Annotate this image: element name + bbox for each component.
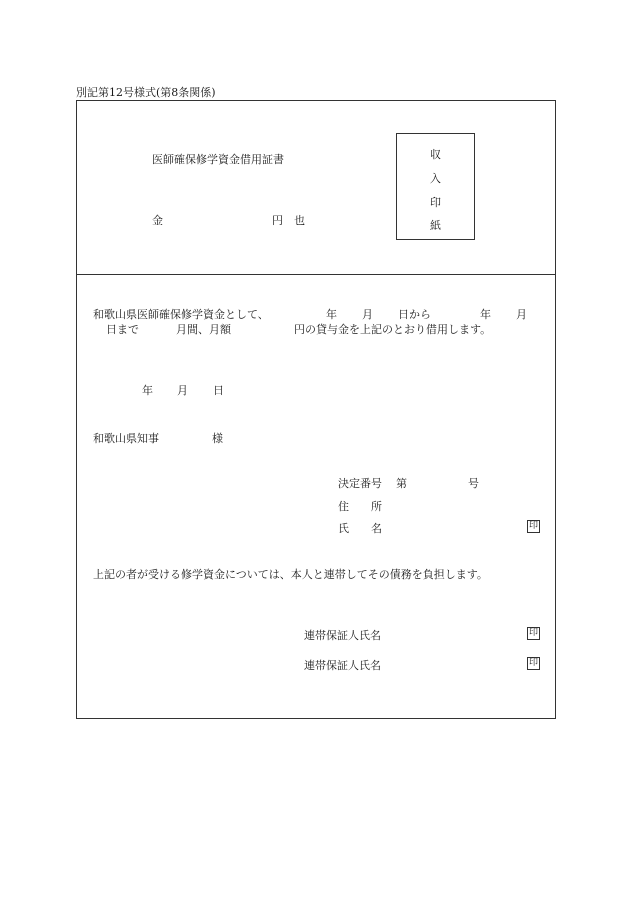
- revenue-stamp-box: [396, 133, 475, 240]
- guarantor-1-name-label: 連帯保証人氏名: [304, 629, 381, 642]
- loan-statement-tail: 円の貸与金を上記のとおり借用します。: [294, 323, 492, 336]
- guarantor-2-name-label: 連帯保証人氏名: [304, 659, 381, 672]
- revenue-stamp-char-4: 紙: [430, 219, 441, 232]
- date-year-label: 年: [142, 384, 153, 397]
- end-month-label: 月: [516, 308, 527, 321]
- amount-nari-label: 也: [294, 214, 305, 227]
- end-day-label: 日まで: [106, 323, 139, 336]
- section-divider: [76, 274, 556, 275]
- months-monthly-label: 月間、月額: [176, 323, 231, 336]
- borrower-seal-mark: 印: [528, 521, 538, 531]
- revenue-stamp-char-1: 収: [430, 148, 441, 161]
- start-month-label: 月: [362, 308, 373, 321]
- certificate-title: 医師確保修学資金借用証書: [152, 153, 284, 166]
- amount-kin-label: 金: [152, 214, 163, 227]
- name-label: 氏 名: [338, 522, 382, 535]
- decision-number-label: 決定番号: [338, 477, 382, 490]
- revenue-stamp-char-2: 入: [430, 172, 441, 185]
- start-year-label: 年: [326, 308, 337, 321]
- amount-yen-label: 円: [272, 214, 283, 227]
- start-day-label: 日から: [398, 308, 431, 321]
- guarantor-1-seal-mark: 印: [528, 628, 538, 638]
- date-month-label: 月: [177, 384, 188, 397]
- end-year-label: 年: [480, 308, 491, 321]
- governor-label: 和歌山県知事: [93, 432, 159, 445]
- honorific-sama: 様: [212, 432, 223, 445]
- decision-number-dai: 第: [396, 477, 407, 490]
- address-label: 住 所: [338, 500, 382, 513]
- decision-number-go: 号: [468, 477, 479, 490]
- loan-statement-lead: 和歌山県医師確保修学資金として、: [93, 308, 269, 321]
- guarantee-statement: 上記の者が受ける修学資金については、本人と連帯してその債務を負担します。: [93, 568, 488, 581]
- revenue-stamp-char-3: 印: [430, 196, 441, 209]
- date-day-label: 日: [213, 384, 224, 397]
- form-number-label: 別記第12号様式(第8条関係): [76, 86, 216, 99]
- guarantor-2-seal-mark: 印: [528, 658, 538, 668]
